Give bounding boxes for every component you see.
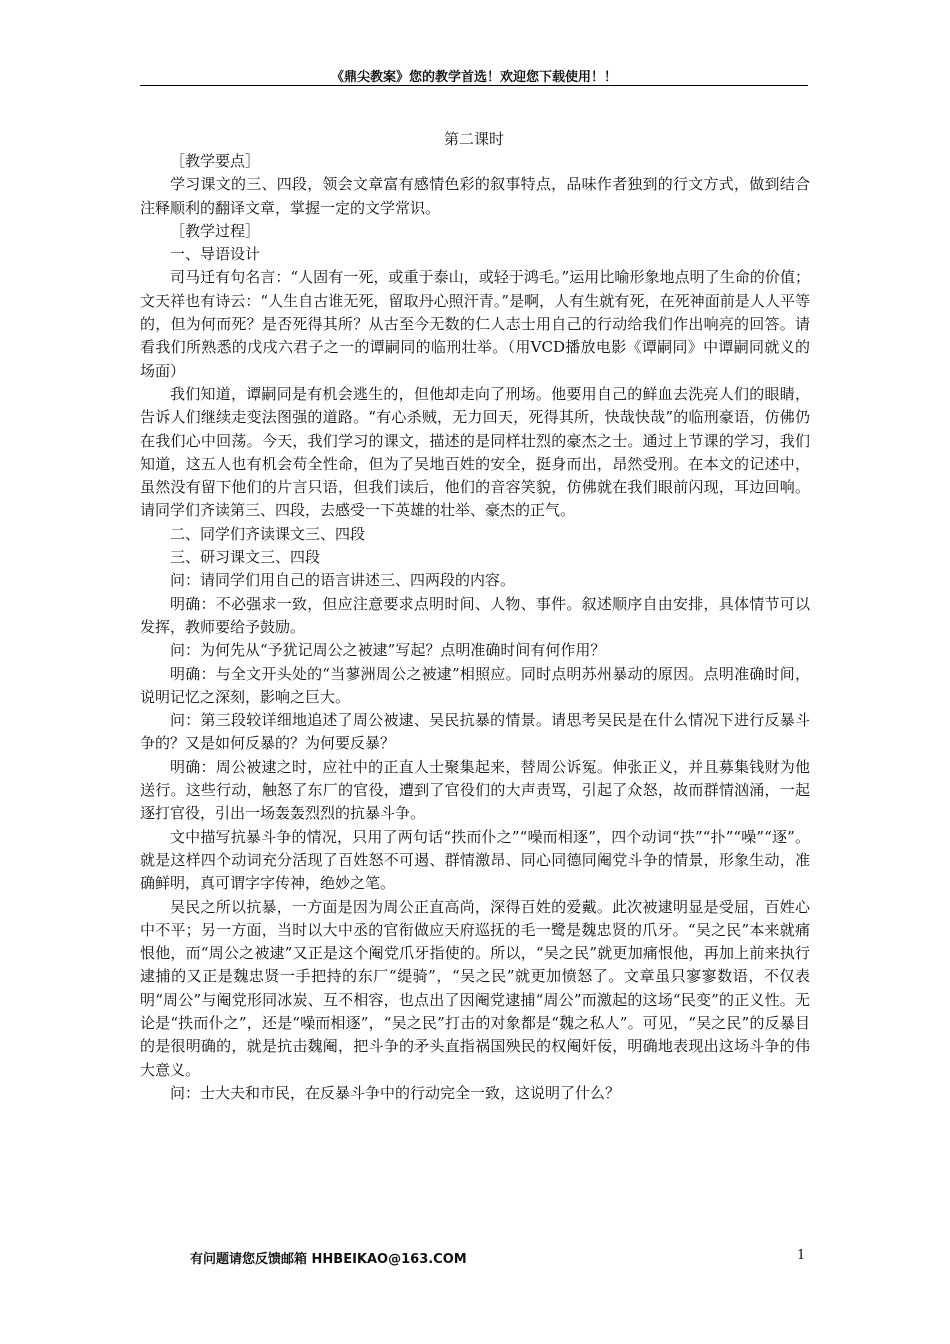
question: 问：请同学们用自己的语言讲述三、四两段的内容。	[170, 571, 516, 590]
section-heading: ［教学过程］	[170, 221, 261, 240]
question: 问：为何先从“予犹记周公之被逮”写起？点明准确时间有何作用？	[170, 641, 606, 660]
lesson-body	[140, 150, 810, 1105]
page-number: 1	[797, 1248, 806, 1263]
paragraph: 我们知道，谭嗣同是有机会逃生的，但他却走向了刑场。他要用自己的鲜血去洗亮人们的眼睛，告诉人们继续走变法图强的道路。“有心杀贼，无力回天，死得其所，快哉快哉”的临刑豪语，仿佛仍在我们心中回荡。今天，我们学习的课文，描述的是同样壮烈的豪杰之士。通过上节课的学习，我们知道，这五人也有机会苟全性命，但为了吴地百姓的安全，挺身而出，昂然受刑。在本文的记述中，虽然没有留下他们的片言只语，但我们读后，他们的音容笑貌，仿佛就在我们眼前闪现，耳边回响。请同学们齐读第三、四段，去感受一下英雄的壮举、豪杰的正气。	[140, 384, 810, 520]
page-header: 《鼎尖教案》您的教学首选！欢迎您下载使用！！	[330, 70, 617, 85]
answer: 明确：周公被逮之时，应社中的正直人士聚集起来，替周公诉冤。伸张正义，并且募集钱财为他送行。这些行动，触怒了东厂的官役，遭到了官役们的大声责骂，引起了众怒，故而群情汹涌，一起逐打官役，引出一场轰轰烈烈的抗暴斗争。	[140, 757, 810, 823]
header-rule	[140, 85, 808, 86]
section-heading: ［教学要点］	[170, 152, 261, 170]
paragraph: 司马迁有句名言：“人固有一死，或重于泰山，或轻于鸿毛。”运用比喻形象地点明了生命的价值；文天祥也有诗云：“人生自古谁无死，留取丹心照汗青。”是啊，人有生就有死，在死神面前是人人平等的，但为何而死？是否死得其所？从古至今无数的仁人志士用自己的行动给我们作出响亮的回答。请看我们所熟悉的戊戌六君子之一的谭嗣同的临刑壮举。（用VCD播放电影《谭嗣同》中谭嗣同就义的场面）	[140, 268, 810, 380]
footer-feedback: 有问题请您反馈邮箱 HHBEIKAO@163.COM	[190, 1252, 467, 1267]
paragraph: 文中描写抗暴斗争的情况，只用了两句话“抶而仆之”“噪而相逐”，四个动词“抶”“扑”“噪”“逐”。就是这样四个动词充分活现了百姓怒不可遏、群情激昂、同心同德同阉党斗争的情景，形象生动，准确鲜明，真可谓字字传神，绝妙之笔。	[140, 827, 810, 893]
lesson-title: 第二课时	[443, 130, 504, 148]
paragraph: 学习课文的三、四段，领会文章富有感情色彩的叙事特点，品味作者独到的行文方式，做到结合注释顺利的翻译文章，掌握一定的文学常识。	[140, 175, 810, 217]
paragraph: 吴民之所以抗暴，一方面是因为周公正直高尚，深得百姓的爱戴。此次被逮明显是受屈，百姓心中不平；另一方面，当时以大中丞的官衔做应天府巡抚的毛一鹭是魏忠贤的爪牙。“吴之民”本来就痛恨他，而“周公之被逮”又正是这个阉党爪牙指使的。所以，“吴之民”就更加痛恨他，再加上前来执行逮捕的又正是魏忠贤一手把持的东厂“缇骑”，“吴之民”就更加愤怒了。文章虽只寥寥数语，不仅表明“周公”与阉党形同冰炭、互不相容，也点出了因阉党逮捕“周公”而激起的这场“民变”的正义性。无论是“抶而仆之”，还是“噪而相逐”，“吴之民”打击的对象都是“魏之私人”。可见，“吴之民”的反暴目的是很明确的，就是抗击魏阉，把斗争的矛头直指祸国殃民的权阉奸佞，明确地表现出这场斗争的伟大意义。	[140, 897, 810, 1079]
answer: 明确：不必强求一致，但应注意要求点明时间、人物、事件。叙述顺序自由安排，具体情节可以发挥，教师要给予鼓励。	[140, 594, 810, 636]
question: 问：士大夫和市民，在反暴斗争中的行动完全一致，这说明了什么？	[170, 1083, 621, 1102]
section-heading: 一、导语设计	[170, 245, 261, 264]
section-heading: 三、研习课文三、四段	[170, 548, 321, 567]
question: 问：第三段较详细地追述了周公被逮、吴民抗暴的情景。请思考吴民是在什么情况下进行反暴斗争的？又是如何反暴的？为何要反暴？	[140, 711, 810, 753]
answer: 明确：与全文开头处的“当蓼洲周公之被逮”相照应。同时点明苏州暴动的原因。点明准确时间，说明记忆之深刻，影响之巨大。	[140, 664, 810, 706]
section-heading: 二、同学们齐读课文三、四段	[170, 524, 366, 543]
